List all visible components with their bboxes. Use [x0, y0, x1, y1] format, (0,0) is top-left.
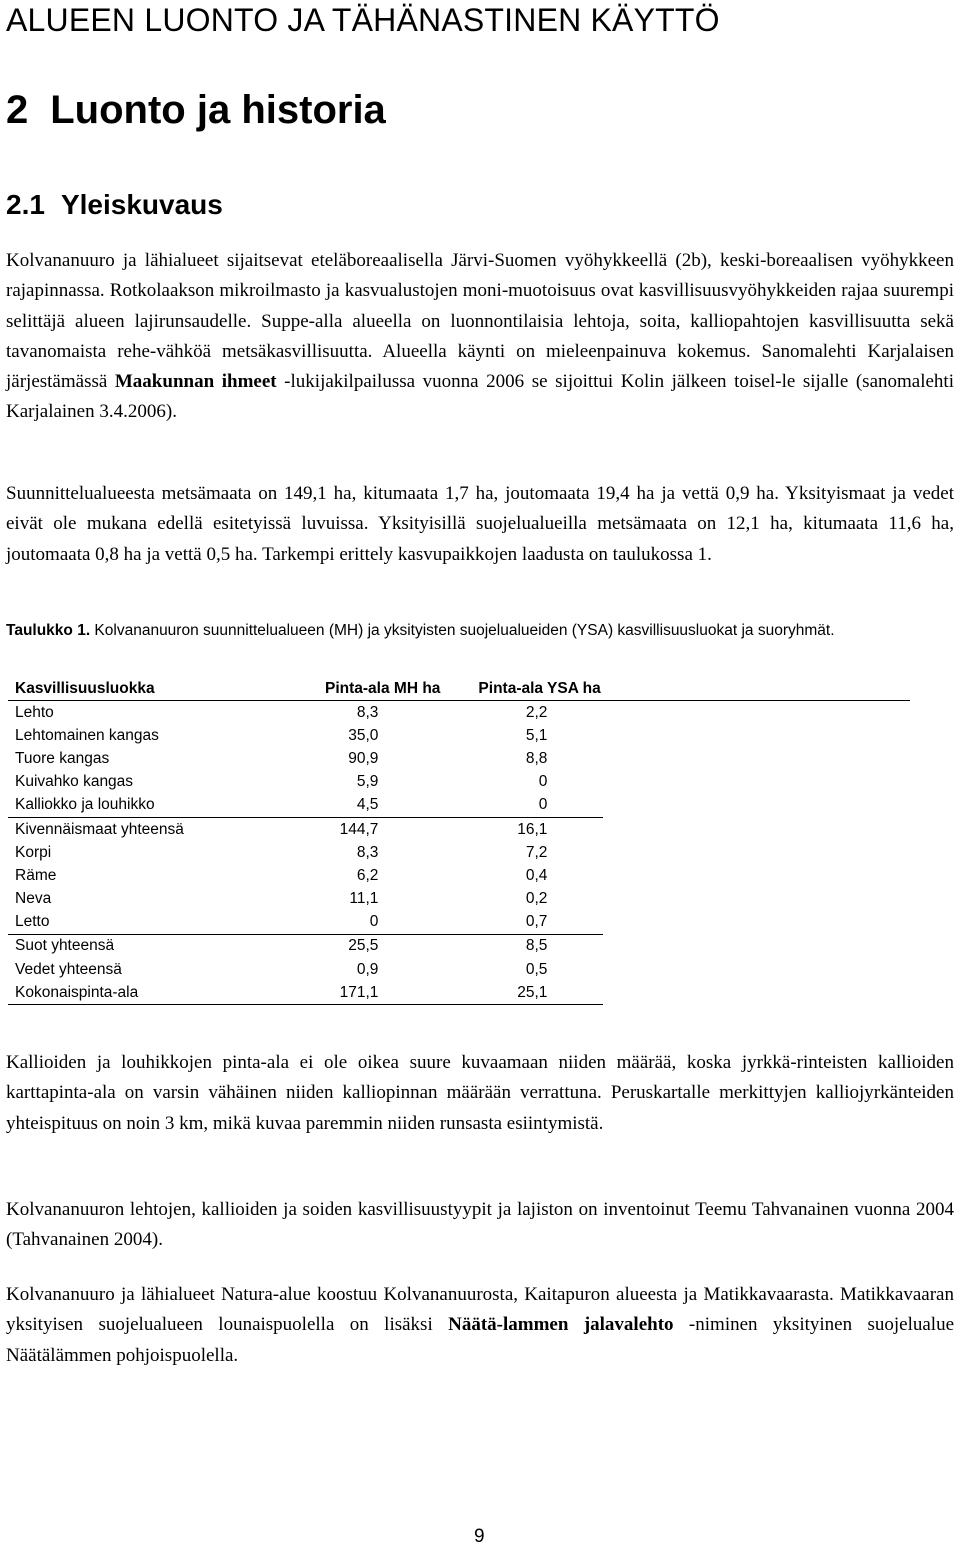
table-cell-class: Kivennäismaat yhteensä: [15, 820, 184, 838]
table-header-ysa: Pinta-ala YSA ha: [440, 678, 603, 701]
table-caption: [6, 620, 946, 641]
running-head: ALUEEN LUONTO JA TÄHÄNASTINEN KÄYTTÖ: [6, 2, 720, 38]
table-cell-class: Kokonaispinta-ala: [8, 981, 245, 1005]
section-heading: [6, 189, 223, 221]
table-row: [8, 841, 910, 864]
table-cell-ysa: 0,2: [525, 890, 548, 908]
table-cell-class: Räme: [15, 866, 57, 884]
table-cell-mh: 8,3: [356, 843, 379, 861]
table-caption-text: Kolvananuuron suunnittelualueen (MH) ja yksityisten suojelualueiden (YSA) kasvillisuusluokat ja suoryhmät.: [90, 622, 835, 639]
paragraph-rock-areas: Kallioiden ja louhikkojen pinta-ala ei ole oikea suure kuvaamaan niiden määrää, koska jyrkkä-rinteisten kallioiden karttapinta-ala on varsin vähäinen niiden kalliopinnan määrään verrattuna. Peruskartalle merkittyjen kalliojyrkänteiden yhteispituus on noin 3 km, mikä kuvaa paremmin niiden runsasta esiintymistä.: [6, 1052, 954, 1134]
vegetation-table: [8, 678, 910, 1005]
table-row: [8, 911, 910, 935]
table-row-subtotal: [8, 817, 910, 841]
table-cell-mh: 0,9: [356, 960, 379, 978]
table-cell-mh: 11,1: [349, 890, 379, 908]
table-cell-mh: 0: [245, 911, 440, 935]
table-row: [8, 888, 910, 911]
section-title: Yleiskuvaus: [60, 189, 223, 220]
table-header-mh: Pinta-ala MH ha: [245, 678, 440, 701]
table-cell-class: Tuore kangas: [15, 749, 110, 767]
table-row-total: [8, 981, 910, 1005]
table-cell-ysa: 7,2: [525, 843, 548, 861]
table-cell-class: Neva: [15, 890, 52, 908]
paragraph-natura: [6, 1280, 954, 1371]
table-cell-ysa: 16,1: [517, 820, 548, 838]
table-cell-mh: 8,3: [356, 703, 379, 721]
table-cell-class: Lehto: [15, 703, 54, 721]
table-row: [8, 864, 910, 887]
table-cell-ysa: 8,5: [525, 937, 548, 955]
table-cell-ysa: 0,7: [440, 911, 603, 935]
table-cell-class: Vedet yhteensä: [15, 960, 122, 978]
paragraph-land-areas: Suunnittelualueesta metsämaata on 149,1 ha, kitumaata 1,7 ha, joutomaata 19,4 ha ja vettä 0,9 ha. Yksityismaat ja vedet eivät ole mukana edellä esitetyissä luvuissa. Yksityisillä suojelualueilla metsämaata on 12,1 ha, kitumaata 11,6 ha, joutomaata 0,8 ha ja vettä 0,5 ha. Tarkempi erittely kasvupaikkojen laadusta on taulukossa 1.: [6, 483, 954, 565]
table-cell-class: Letto: [8, 911, 245, 935]
table-cell-ysa: 0,4: [525, 866, 548, 884]
table-cell-mh: 171,1: [245, 981, 440, 1005]
table-cell-ysa: 0: [440, 794, 603, 818]
table-cell-mh: 6,2: [356, 866, 379, 884]
table-cell-ysa: 0: [538, 773, 548, 791]
table-cell-ysa: 2,2: [525, 703, 548, 721]
paragraph-overview-text-2: -lukijakilpailussa vuonna 2006 se sijoittui Kolin jälkeen toisel-le sijalle (sanomalehti Karjalainen 3.4.2006).: [6, 371, 954, 423]
paragraph-overview-bold: Maakunnan ihmeet: [114, 371, 277, 393]
table-row: [8, 958, 910, 981]
table-header-filler: [603, 678, 910, 701]
table-cell-class: Kalliokko ja louhikko: [8, 794, 245, 818]
table-row: [8, 794, 910, 818]
table-header-row: [8, 678, 910, 701]
table-row: [8, 771, 910, 794]
table-row-subtotal: [8, 934, 910, 958]
table-row: [8, 701, 910, 725]
chapter-heading: [6, 88, 386, 133]
table-cell-class: Kuivahko kangas: [15, 773, 134, 791]
table-cell-mh: 144,7: [339, 820, 379, 838]
table-cell-mh: 4,5: [245, 794, 440, 818]
table-row: [8, 724, 910, 747]
table-cell-class: Lehtomainen kangas: [15, 726, 159, 744]
table-caption-label: Taulukko 1.: [6, 622, 91, 639]
table-cell-mh: 25,5: [348, 937, 379, 955]
table-cell-ysa: 25,1: [440, 981, 603, 1005]
table-row: [8, 747, 910, 770]
table-cell-class: Korpi: [15, 843, 52, 861]
table-cell-mh: 35,0: [348, 726, 379, 744]
paragraph-overview-text-1: Kolvananuuro ja lähialueet sijaitsevat eteläboreaalisella Järvi-Suomen vyöhykkeellä (2b), keski-boreaalisen vyöhykkeen rajapinnassa. Rotkolaakson mikroilmasto ja kasvualustojen moni-muotoisuus ovat kasvillisuusvyöhykkeiden rajaa suurempi selittäjä alueen lajirunsaudelle. Suppe-alla alueella on luonnontilaisia lehtoja, soita, kalliopahtojen kasvillisuutta sekä tavanomaista rehe-vähköä metsäkasvillisuutta. Alueella käynti on mieleenpainuva kokemus. Sanomalehti Karjalaisen järjestämässä: [6, 250, 954, 393]
table-cell-class: Suot yhteensä: [15, 937, 115, 955]
table-cell-mh: 90,9: [348, 749, 379, 767]
table-cell-ysa: 0,5: [525, 960, 548, 978]
chapter-number: 2: [6, 88, 29, 132]
page-number: 9: [474, 1526, 485, 1547]
paragraph-natura-text-1: Kolvananuuro ja lähialueet Natura-alue koostuu Kolvananuurosta, Kaitapuron alueesta ja Matikkavaarasta. Matikkavaaran yksityisen suojelualueen lounaispuolella on lisäksi: [6, 1284, 954, 1336]
table-cell-ysa: 5,1: [525, 726, 548, 744]
paragraph-natura-bold: Näätä-lammen jalavalehto: [448, 1314, 674, 1336]
paragraph-overview: [6, 246, 954, 428]
table-cell-ysa: 8,8: [525, 749, 548, 767]
table-cell-mh: 5,9: [356, 773, 379, 791]
paragraph-inventory: Kolvananuuron lehtojen, kallioiden ja soiden kasvillisuustyypit ja lajiston on inventoinut Teemu Tahvanainen vuonna 2004 (Tahvanainen 2004).: [6, 1199, 954, 1251]
section-number: 2.1: [6, 189, 45, 220]
table-header-class: Kasvillisuusluokka: [8, 678, 245, 701]
chapter-title: Luonto ja historia: [50, 88, 386, 132]
paragraph-natura-text-2: -niminen yksityinen suojelualue Näätälämmen pohjoispuolella.: [6, 1314, 955, 1366]
